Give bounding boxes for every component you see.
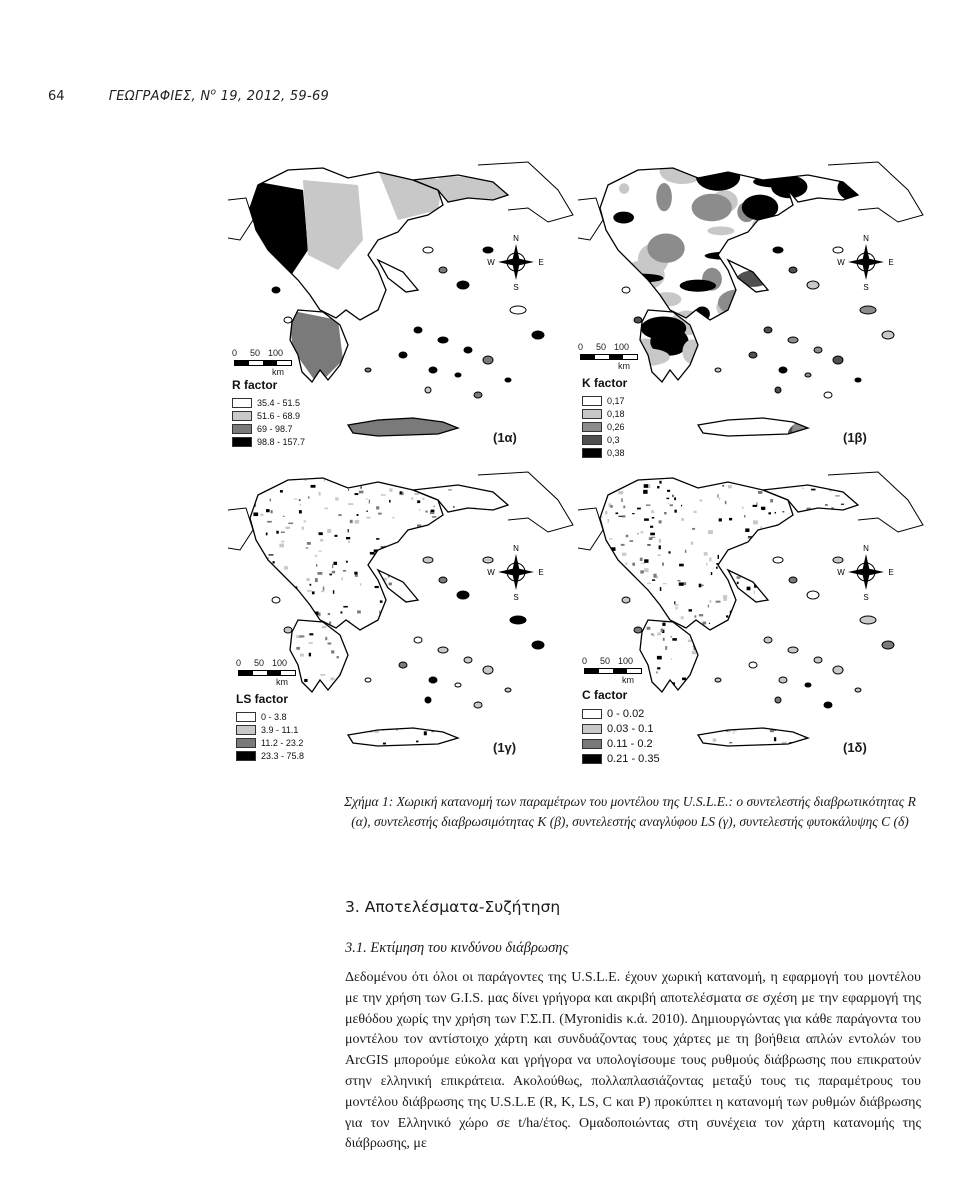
compass-rose-icon (486, 542, 546, 602)
map-legend (582, 688, 660, 766)
map-panel-ls-factor (228, 470, 578, 775)
compass-s-label: S (863, 593, 869, 602)
legend-label: 51.6 - 68.9 (257, 410, 301, 421)
legend-label: 0,38 (607, 447, 625, 458)
legend-entry (582, 446, 627, 459)
legend-label: 0,26 (607, 421, 625, 432)
legend-swatch (232, 424, 252, 434)
compass-w-label: W (837, 258, 845, 267)
scale-tick-label: 0 (232, 348, 238, 358)
running-header (48, 88, 329, 104)
scale-tick-label: 0 (578, 342, 584, 352)
compass-rose-icon (486, 232, 546, 292)
legend-swatch (582, 709, 602, 719)
legend-swatch (236, 751, 256, 761)
compass-w-label: W (837, 568, 845, 577)
legend-swatch (582, 435, 602, 445)
legend-label: 0.21 - 0.35 (607, 752, 660, 765)
compass-w-label: W (487, 568, 495, 577)
legend-swatch (582, 396, 602, 406)
legend-label: 35.4 - 51.5 (257, 397, 301, 408)
scale-tick-label: 100 (618, 656, 634, 666)
legend-entry (582, 433, 627, 446)
legend-label: 0,17 (607, 395, 625, 406)
panel-label: (1γ) (493, 740, 517, 755)
legend-label: 11.2 - 23.2 (261, 737, 304, 748)
scale-unit-label: km (276, 677, 288, 687)
compass-e-label: E (538, 258, 544, 267)
compass-e-label: E (538, 568, 544, 577)
scale-tick-label: 50 (250, 348, 261, 358)
legend-label: 0.03 - 0.1 (607, 722, 654, 735)
legend-swatch (232, 437, 252, 447)
legend-entry (582, 751, 660, 766)
legend-label: 0 - 3.8 (261, 711, 287, 722)
legend-entry (236, 710, 304, 723)
scale-tick-label: 50 (254, 658, 265, 668)
section-title: 3. Αποτελέσματα-Συζήτηση (345, 898, 561, 916)
compass-n-label: N (513, 544, 519, 553)
legend-entry (236, 736, 304, 749)
compass-w-label: W (487, 258, 495, 267)
legend-swatch (582, 448, 602, 458)
legend-swatch (582, 409, 602, 419)
legend-entry (232, 422, 305, 435)
legend-swatch (582, 739, 602, 749)
legend-entry (236, 749, 304, 762)
map-legend (582, 376, 627, 459)
scale-unit-label: km (618, 361, 630, 371)
legend-label: 0,18 (607, 408, 625, 419)
legend-label: 69 - 98.7 (257, 423, 293, 434)
compass-rose-icon (836, 542, 896, 602)
page-number: 64 (48, 89, 65, 105)
compass-s-label: S (513, 593, 519, 602)
legend-entry (232, 409, 305, 422)
legend-label: 3.9 - 11.1 (261, 724, 299, 735)
scale-tick-label: 50 (596, 342, 607, 352)
journal-citation: ΓΕΩΓΡΑΦΙΕΣ, $N^o$ 19, 2012, 59-69 (108, 88, 330, 105)
figure-caption: Σχήμα 1: Χωρική κατανομή των παραμέτρων του μοντέλου της U.S.L.E.: ο συντελεστής διαβρωτικότητας R (α), συντελεστής διαβρωσιμότητας Κ (β), συντελεστής αναγλύφου LS (γ), συντελεστής φυτοκάλυψης C (δ) (344, 794, 916, 829)
body-text (345, 968, 921, 1155)
legend-entry (582, 706, 660, 721)
scale-bar (232, 348, 292, 377)
legend-title: R factor (232, 378, 278, 392)
compass-rose-icon (836, 232, 896, 292)
panel-label: (1β) (843, 430, 867, 445)
legend-swatch (232, 398, 252, 408)
legend-entry (236, 723, 304, 736)
scale-tick-label: 0 (582, 656, 588, 666)
scale-tick-label: 0 (236, 658, 242, 668)
compass-e-label: E (888, 258, 894, 267)
map-panel-k-factor (578, 160, 928, 465)
map-legend (236, 692, 304, 762)
legend-entry (582, 721, 660, 736)
compass-e-label: E (888, 568, 894, 577)
legend-entry (582, 394, 627, 407)
legend-swatch (236, 738, 256, 748)
scale-bar (578, 342, 638, 371)
scale-bar (582, 656, 642, 685)
legend-label: 0 - 0.02 (607, 707, 645, 720)
legend-entry (582, 407, 627, 420)
scale-unit-label: km (622, 675, 634, 685)
subsection-title: 3.1. Εκτίμηση του κινδύνου διάβρωσης (345, 940, 569, 956)
map-panel-r-factor (228, 160, 578, 465)
scale-tick-label: 50 (600, 656, 611, 666)
legend-entry (232, 396, 305, 409)
legend-label: 23.3 - 75.8 (261, 750, 305, 761)
legend-swatch (236, 725, 256, 735)
legend-title: K factor (582, 376, 628, 390)
compass-n-label: N (863, 544, 869, 553)
legend-entry (582, 736, 660, 751)
paragraph: Δεδομένου ότι όλοι οι παράγοντες της U.S.L.E. έχουν χωρική κατανομή, η εφαρμογή του μοντέλου με την χρήση των G.I.S. μας δίνει γρήγορα και ακριβή αποτελέσματα σε σχέση με την εφαρμογή της μεθόδου χωρίς την χρήση των Γ.Σ.Π. (Myronidis κ.ά. 2010). Δημιουργώντας για κάθε παράγοντα του μοντέλου τον αντίστοιχο χάρτη και συνδυάζοντας τους χάρτες με τη βοήθεια απλών εντολών του ArcGIS μπορούμε εύκολα και γρήγορα να υπολογίσουμε τους ρυθμούς διάβρωσης που επικρατούν στην ελληνική επικράτεια. Ακολούθως, πολλαπλασιάζοντας μεταξύ τους τις παραμέτρους του μοντέλου διάβρωσης της U.S.L.E (R, K, LS, C και P) προκύπτει η κατανομή των ρυθμών διάβρωσης για τον Ελληνικό χώρο σε t/ha/έτος. Ομαδοποιώντας στη συνέχεια τον χάρτη κατανομής της διάβρωσης, με (345, 970, 921, 1152)
compass-s-label: S (513, 283, 519, 292)
scale-tick-label: 100 (268, 348, 284, 358)
legend-entry (232, 435, 305, 448)
legend-label: 98.8 - 157.7 (257, 436, 306, 447)
compass-n-label: N (513, 234, 519, 243)
scale-bar (236, 658, 296, 687)
panel-label: (1δ) (843, 740, 867, 755)
scale-tick-label: 100 (614, 342, 630, 352)
legend-swatch (232, 411, 252, 421)
figure-1 (228, 160, 928, 775)
map-legend (232, 378, 305, 448)
greece-map (578, 160, 928, 465)
legend-title: LS factor (236, 692, 289, 706)
legend-swatch (582, 422, 602, 432)
legend-title: C factor (582, 688, 628, 702)
compass-s-label: S (863, 283, 869, 292)
legend-swatch (582, 754, 602, 764)
compass-n-label: N (863, 234, 869, 243)
legend-swatch (582, 724, 602, 734)
map-panel-c-factor (578, 470, 928, 775)
panel-label: (1α) (493, 430, 517, 445)
legend-entry (582, 420, 627, 433)
legend-label: 0.11 - 0.2 (607, 737, 653, 750)
legend-label: 0,3 (607, 434, 620, 445)
scale-tick-label: 100 (272, 658, 288, 668)
scale-unit-label: km (272, 367, 284, 377)
legend-swatch (236, 712, 256, 722)
